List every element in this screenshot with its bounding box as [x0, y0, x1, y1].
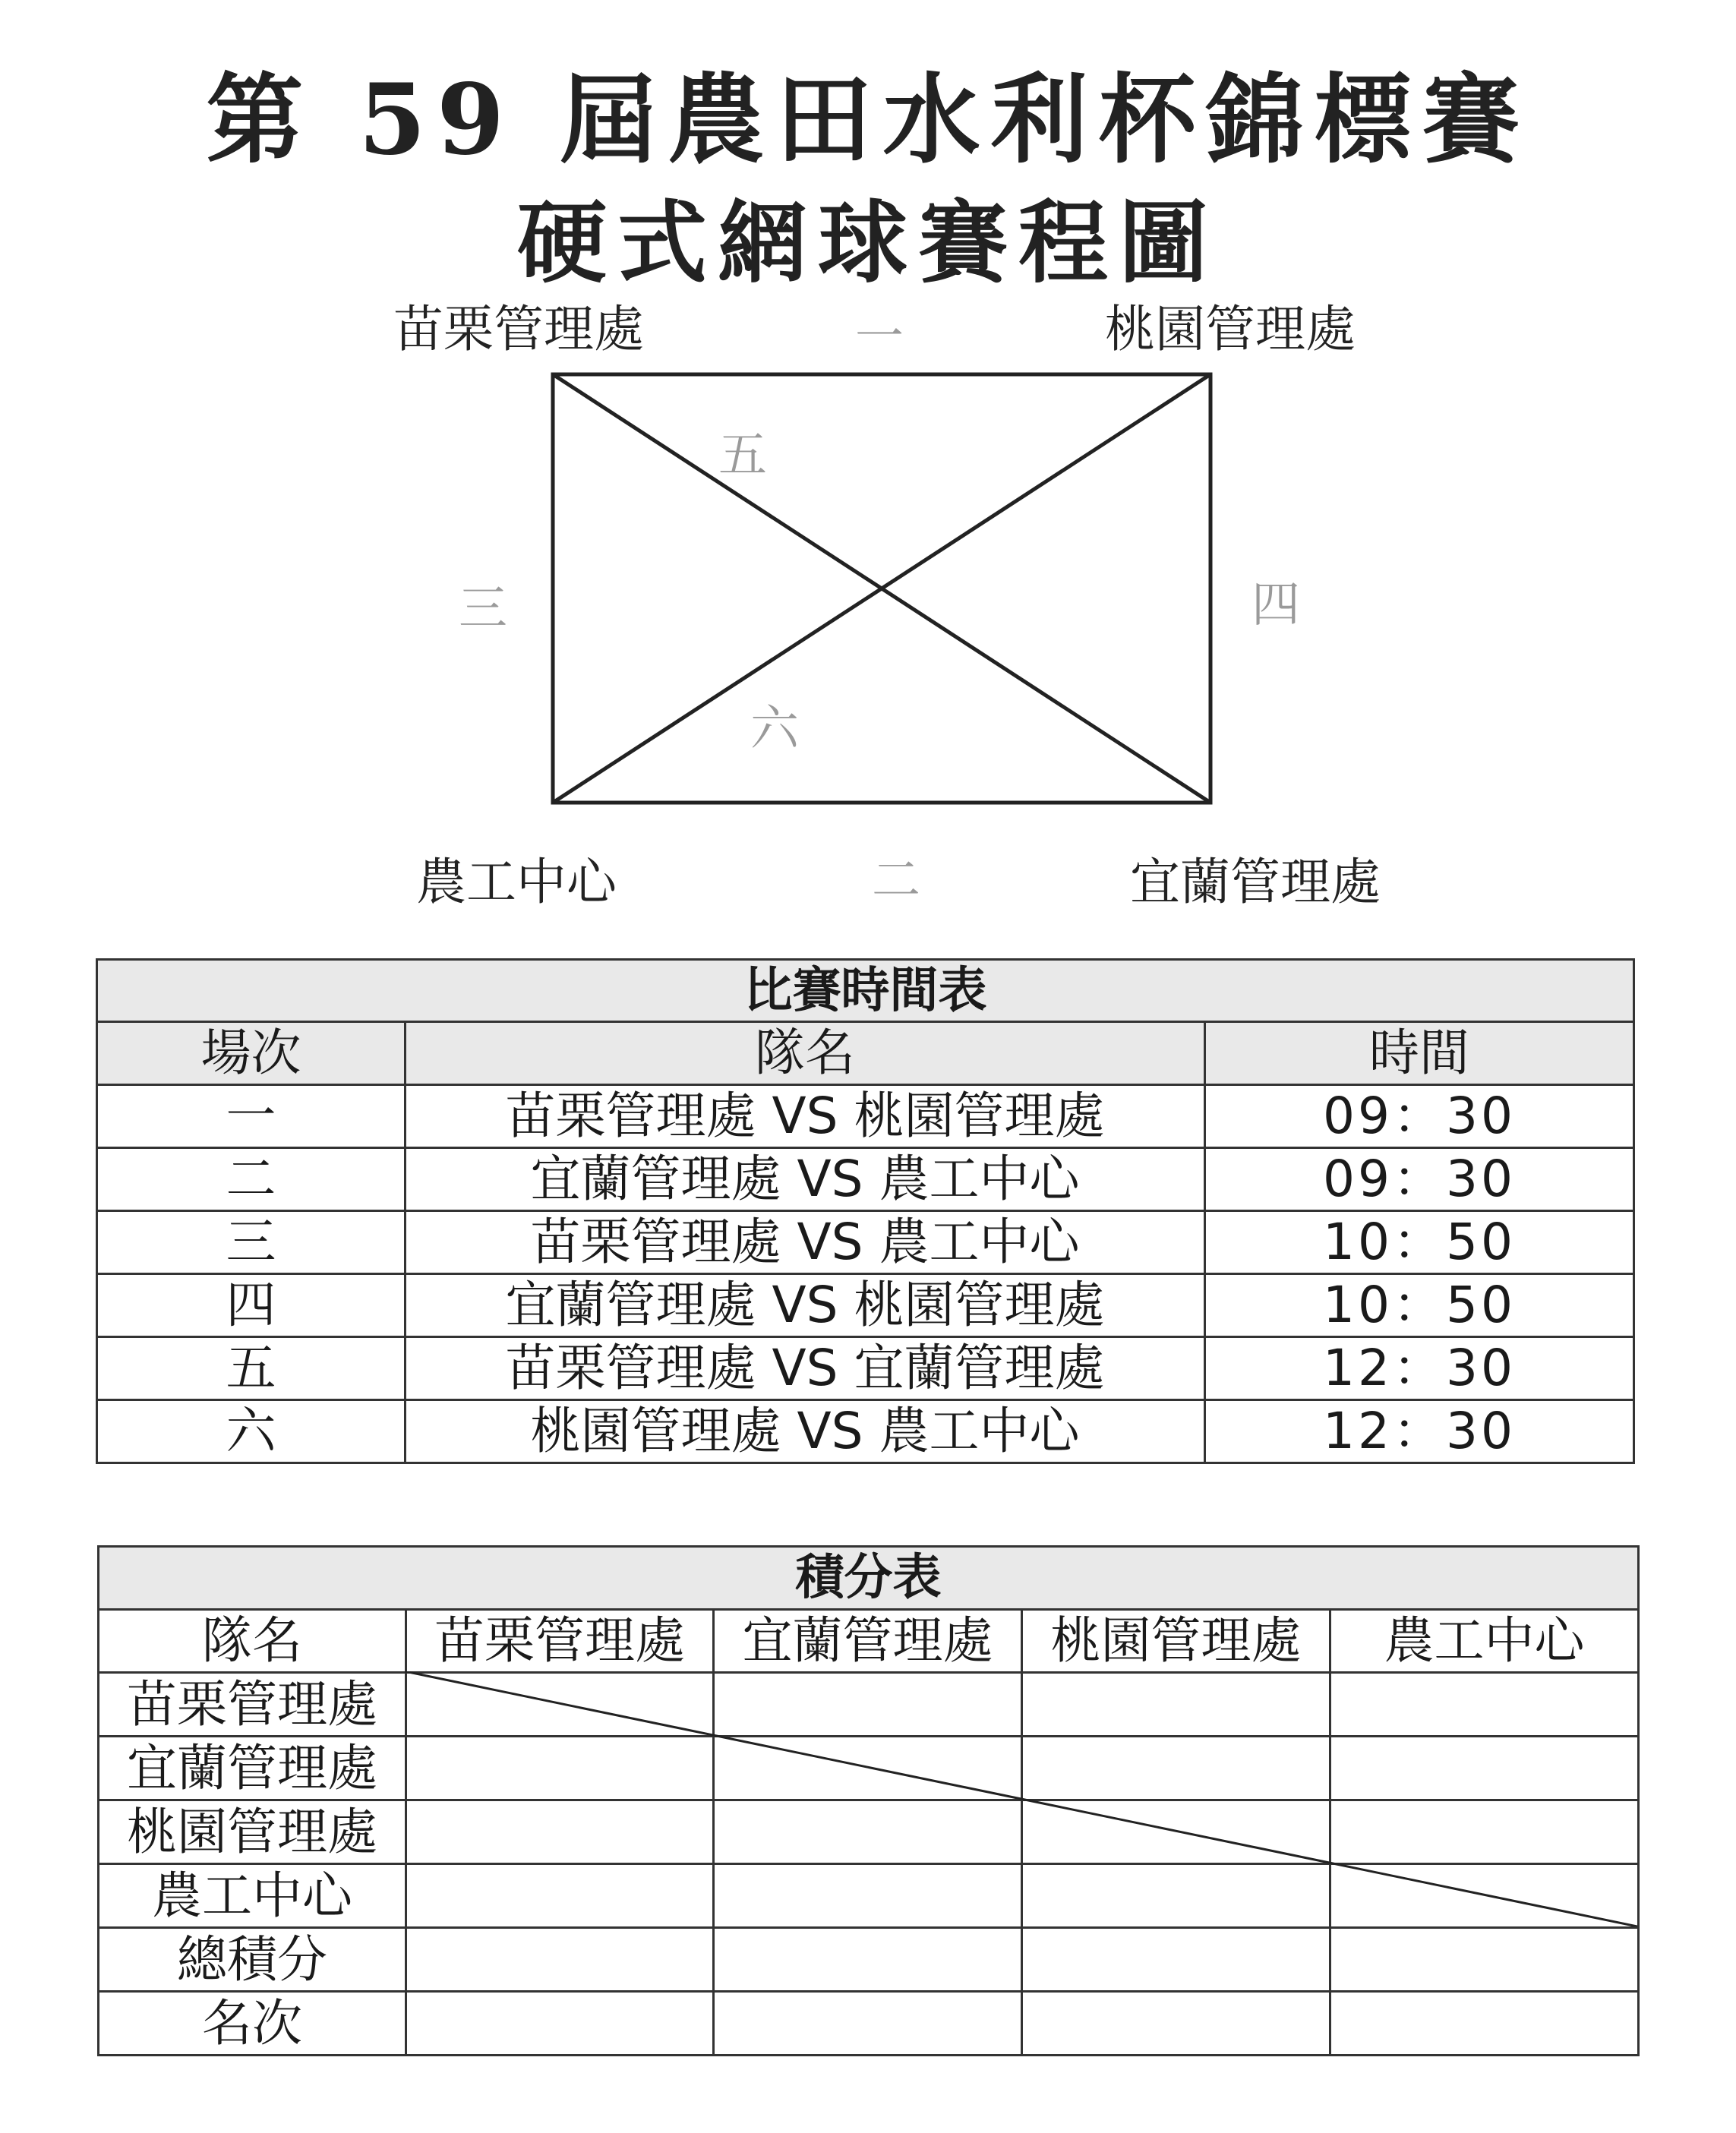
game-label-lower-diagonal: 六: [750, 701, 799, 757]
team-label-top-right: 桃園管理處: [1105, 300, 1356, 358]
document-subtitle: 硬式網球賽程圖: [516, 190, 1219, 295]
schedule-teams: 苗栗管理處 VS 農工中心: [406, 1211, 1205, 1274]
schedule-teams: 苗栗管理處 VS 桃園管理處: [406, 1085, 1205, 1148]
schedule-header-time: 時間: [1205, 1022, 1634, 1085]
standings-row-header: 桃園管理處: [99, 1800, 406, 1864]
schedule-time: 12：30: [1205, 1400, 1634, 1463]
schedule-row: [97, 1085, 1634, 1148]
standings-row: [99, 1928, 1639, 1992]
schedule-game: 四: [97, 1274, 406, 1337]
team-label-bottom-left: 農工中心: [416, 853, 617, 911]
schedule-time: 09：30: [1205, 1085, 1634, 1148]
standings-col-header: 苗栗管理處: [406, 1610, 714, 1673]
schedule-time: 10：50: [1205, 1274, 1634, 1337]
schedule-game: 二: [97, 1148, 406, 1211]
schedule-header-game: 場次: [97, 1022, 406, 1085]
standings-row-header: 總積分: [99, 1928, 406, 1992]
schedule-game: 一: [97, 1085, 406, 1148]
schedule-game: 五: [97, 1337, 406, 1400]
standings-wrapper: [97, 1545, 1637, 2056]
score-cell: [1022, 1928, 1330, 1992]
score-cell: [714, 1928, 1022, 1992]
schedule-teams: 桃園管理處 VS 農工中心: [406, 1400, 1205, 1463]
standings-corner-header: 隊名: [99, 1610, 406, 1673]
score-cell: [406, 1928, 714, 1992]
standings-diagonal: [405, 1671, 1637, 1926]
standings-col-header: 農工中心: [1330, 1610, 1639, 1673]
standings-row-header: 苗栗管理處: [99, 1673, 406, 1737]
standings-title: 積分表: [99, 1547, 1639, 1610]
document-title: 第 59 屆農田水利杯錦標賽: [206, 63, 1530, 177]
schedule-teams: 宜蘭管理處 VS 桃園管理處: [406, 1274, 1205, 1337]
schedule-time: 09：30: [1205, 1148, 1634, 1211]
standings-diagonal-line: [405, 1671, 1637, 1926]
schedule-row: [97, 1274, 1634, 1337]
schedule-game: 六: [97, 1400, 406, 1463]
schedule-row: [97, 1211, 1634, 1274]
standings-col-header: 桃園管理處: [1022, 1610, 1330, 1673]
schedule-teams: 苗栗管理處 VS 宜蘭管理處: [406, 1337, 1205, 1400]
team-label-top-left: 苗栗管理處: [393, 300, 644, 358]
score-cell: [1330, 1992, 1639, 2056]
game-label-bottom: 二: [872, 853, 920, 909]
game-label-upper-diagonal: 五: [718, 428, 767, 484]
schedule-teams: 宜蘭管理處 VS 農工中心: [406, 1148, 1205, 1211]
schedule-header-teams: 隊名: [406, 1022, 1205, 1085]
standings-row-header: 宜蘭管理處: [99, 1737, 406, 1800]
standings-row: [99, 1992, 1639, 2056]
schedule-game: 三: [97, 1211, 406, 1274]
score-cell: [1330, 1928, 1639, 1992]
schedule-table: [96, 958, 1635, 1464]
score-cell: [406, 1992, 714, 2056]
schedule-row: [97, 1400, 1634, 1463]
schedule-time: 12：30: [1205, 1337, 1634, 1400]
schedule-row: [97, 1337, 1634, 1400]
schedule-title: 比賽時間表: [97, 960, 1634, 1022]
game-label-top: 一: [855, 309, 904, 365]
game-label-left: 三: [459, 581, 507, 637]
game-label-right: 四: [1251, 577, 1300, 633]
standings-col-header: 宜蘭管理處: [714, 1610, 1022, 1673]
schedule-time: 10：50: [1205, 1211, 1634, 1274]
team-label-bottom-right: 宜蘭管理處: [1130, 853, 1381, 911]
standings-row-header: 農工中心: [99, 1864, 406, 1928]
schedule-row: [97, 1148, 1634, 1211]
score-cell: [714, 1992, 1022, 2056]
standings-row-header: 名次: [99, 1992, 406, 2056]
score-cell: [1022, 1992, 1330, 2056]
match-diagram: [547, 368, 1223, 809]
